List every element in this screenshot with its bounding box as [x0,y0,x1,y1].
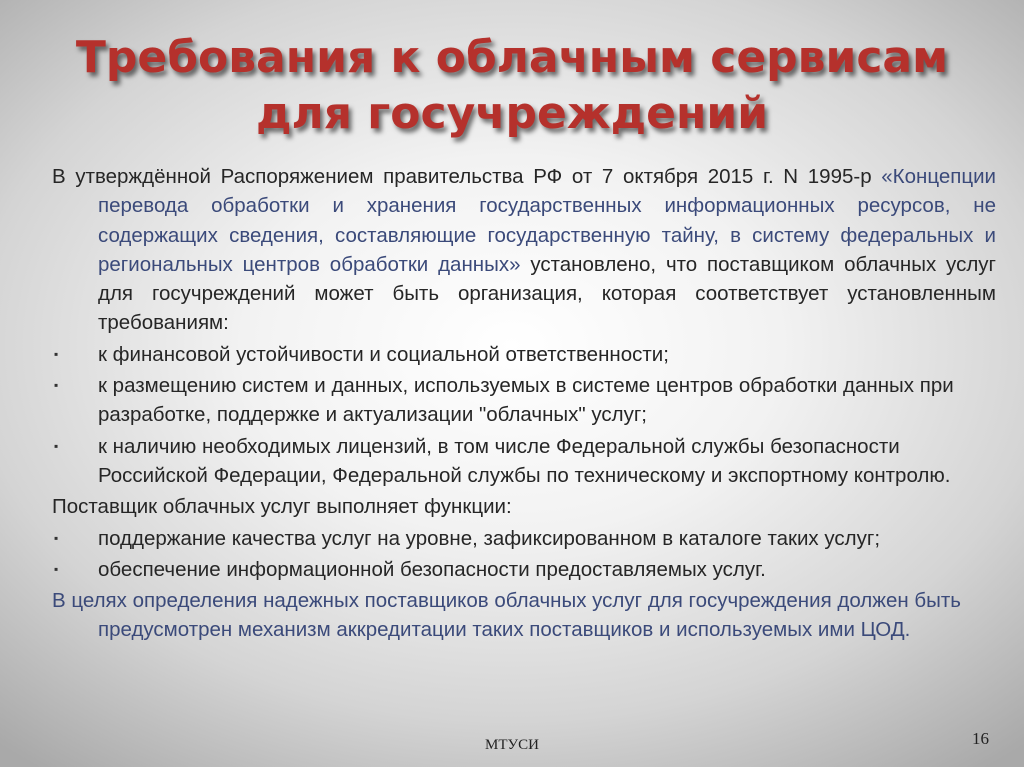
function-item [52,524,996,553]
intro-paragraph [52,162,996,338]
intro-text-end: установлено, что поставщиком облачных услуг для госучреждений может быть организация, которая соответствует установленным требованиям: [98,252,997,335]
bullet-icon: ▪ [54,346,59,361]
requirement-text: к финансовой устойчивости и социальной ответственности; [98,342,669,366]
concept-title: «Концепции перевода обработки и хранения государственных информационных ресурсов, не содержащих сведения, составляющие государственную тайну, в систему федеральных и региональных центров обработки данных» [98,165,996,276]
slide-title [0,30,1024,142]
bullet-icon: ▪ [54,378,59,393]
functions-heading: Поставщик облачных услуг выполняет функции: [52,495,512,519]
slide-title-line-1: Требования к облачным сервисам [75,32,949,83]
requirement-text: к размещению систем и данных, используемых в системе центров обработки данных при разработке, поддержке и актуализации "облачных" услуг; [98,374,954,427]
function-text: обеспечение информационной безопасности предоставляемых услуг. [98,557,766,581]
footer-organization: МТУСИ [485,737,539,753]
intro-text-start: В утверждённой Распоряжением правительства РФ от 7 октября 2015 г. N 1995-р [52,165,882,188]
slide-body [52,162,996,647]
requirement-text: к наличию необходимых лицензий, в том числе Федеральной службы безопасности Российской Федерации, Федеральной службы по техническому и экспортному контролю. [98,434,951,487]
bullet-icon: ▪ [54,530,59,545]
requirement-item [52,432,996,491]
slide-title-line-2: для госучреждений [255,88,769,139]
page-number: 16 [972,729,989,748]
requirement-item [52,340,996,369]
bullet-icon: ▪ [54,561,59,576]
function-text: поддержание качества услуг на уровне, зафиксированном в каталоге таких услуг; [98,526,881,550]
function-item [52,555,996,584]
conclusion-paragraph: В целях определения надежных поставщиков облачных услуг для госучреждения должен быть предусмотрен механизм аккредитации таких поставщиков и используемых ими ЦОД. [52,589,961,642]
requirement-item [52,371,996,430]
bullet-icon: ▪ [54,438,59,453]
